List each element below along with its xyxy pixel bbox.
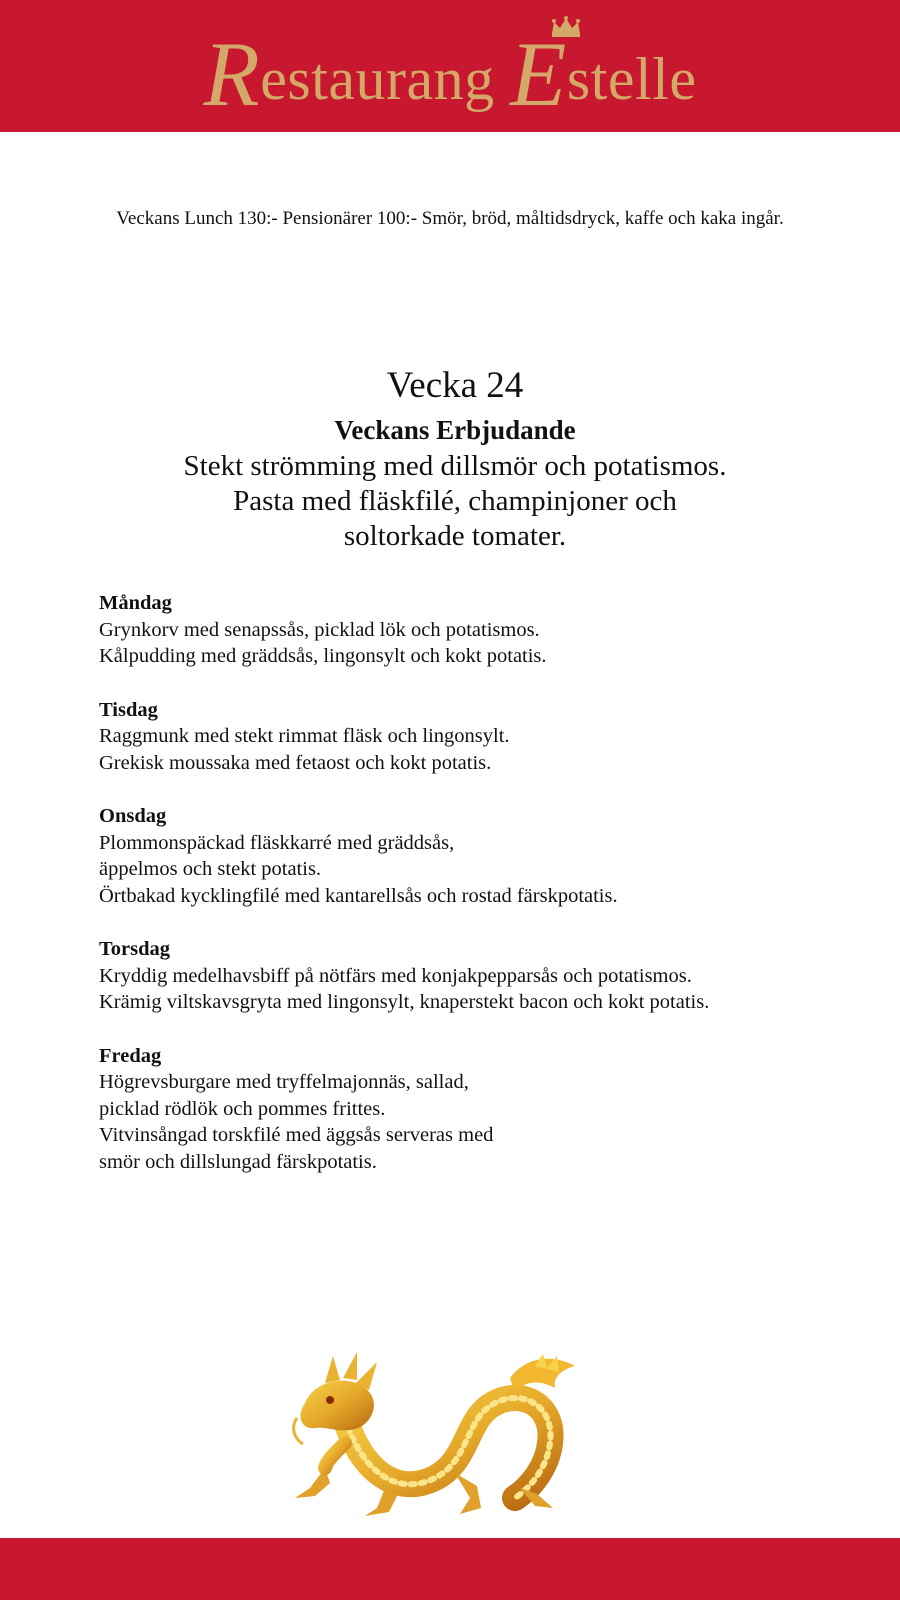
week-title: Vecka 24 [386, 365, 524, 406]
logo-initial-r: R [203, 23, 261, 125]
logo-word-1: estaurang [260, 46, 511, 112]
day-name: Måndag [99, 592, 172, 614]
dish: Plommonspäckad fläskkarré med gräddsås, [99, 831, 455, 854]
offer-line: Pasta med fläskfilé, champinjoner och [233, 485, 677, 517]
dragon-illustration [285, 1348, 590, 1518]
day-name: Fredag [99, 1044, 162, 1067]
day-wednesday [99, 803, 879, 909]
day-monday [99, 590, 879, 670]
day-name: Tisdag [99, 698, 158, 721]
weekday-menu [99, 590, 879, 1202]
logo-text [0, 23, 900, 125]
day-name: Onsdag [99, 805, 167, 827]
dish: Vitvinsångad torskfilé med äggsås serveras med [99, 1124, 494, 1146]
offer-line: Stekt strömming med dillsmör och potatismos. [183, 450, 727, 482]
day-tuesday [99, 697, 879, 777]
dish: Grekisk moussaka med fetaost och kokt potatis. [99, 751, 492, 774]
dish: picklad rödlök och pommes frittes. [99, 1097, 386, 1120]
day-name: Torsdag [99, 938, 171, 960]
offer-heading: Veckans Erbjudande [334, 415, 576, 445]
bottom-banner [0, 1538, 900, 1600]
day-thursday [99, 936, 879, 1016]
dish: Örtbakad kycklingfilé med kantarellsås och rostad färskpotatis. [99, 884, 618, 907]
logo-word-2: stelle [566, 46, 697, 112]
dish: Krämig viltskavsgryta med lingonsylt, knaperstekt bacon och kokt potatis. [99, 991, 710, 1013]
dish: Kålpudding med gräddsås, lingonsylt och kokt potatis. [99, 645, 547, 667]
offer-items [0, 449, 900, 554]
restaurant-logo [0, 0, 900, 132]
logo-initial-e: E [510, 23, 567, 125]
day-friday [99, 1043, 879, 1176]
dish: smör och dillslungad färskpotatis. [99, 1150, 377, 1173]
dish: Raggmunk med stekt rimmat fläsk och lingonsylt. [99, 725, 510, 747]
offer-line: soltorkade tomater. [343, 520, 567, 552]
lunch-price-info: Veckans Lunch 130:- Pensionärer 100:- Smör, bröd, måltidsdryck, kaffe och kaka ingår. [116, 208, 784, 229]
dish: Högrevsburgare med tryffelmajonnäs, sallad, [99, 1071, 469, 1093]
dish: Grynkorv med senapssås, picklad lök och potatismos. [99, 618, 540, 641]
dish: Kryddig medelhavsbiff på nötfärs med konjakpepparsås och potatismos. [99, 964, 692, 987]
dish: äppelmos och stekt potatis. [99, 858, 322, 880]
